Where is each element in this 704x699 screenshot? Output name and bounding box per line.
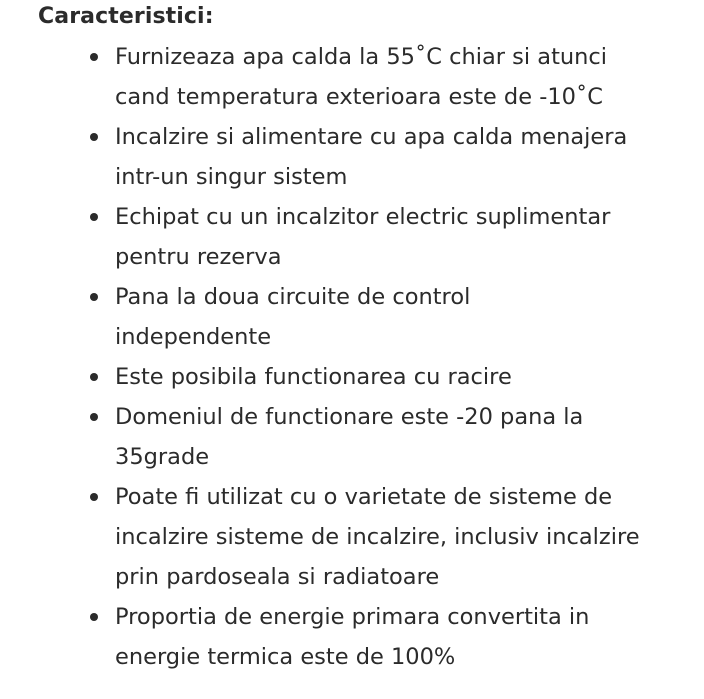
item-text-line: Domeniul de functionare este -20 pana la [115, 404, 584, 430]
list-item [0, 197, 704, 277]
item-text-line: pentru rezerva [115, 244, 282, 270]
list-item [0, 37, 704, 117]
bullet-icon [90, 413, 98, 421]
list-item [0, 117, 704, 197]
item-text-line: energie termica este de 100% [115, 644, 456, 670]
item-text-line: intr-un singur sistem [115, 164, 348, 190]
item-text-line: Este posibila functionarea cu racire [115, 364, 512, 390]
list-item [0, 597, 704, 677]
bullet-icon [90, 493, 98, 501]
bullet-icon [90, 613, 98, 621]
list-item [0, 397, 704, 477]
item-text-line: Poate fi utilizat cu o varietate de sisteme de [115, 484, 613, 510]
item-text-line: 35grade [115, 444, 210, 470]
item-text-line: incalzire sisteme de incalzire, inclusiv incalzire [115, 524, 640, 550]
item-text-line: prin pardoseala si radiatoare [115, 564, 440, 590]
bullet-icon [90, 133, 98, 141]
bullet-icon [90, 293, 98, 301]
item-text-line: cand temperatura exterioara este de -10˚C [115, 84, 603, 110]
section-heading: Caracteristici: [38, 4, 214, 29]
feature-list [0, 37, 704, 677]
list-item [0, 277, 704, 357]
item-text-line: independente [115, 324, 272, 350]
item-text-line: Echipat cu un incalzitor electric suplimentar [115, 204, 611, 230]
list-item [0, 357, 704, 397]
bullet-icon [90, 53, 98, 61]
bullet-icon [90, 373, 98, 381]
list-item [0, 477, 704, 597]
item-text-line: Incalzire si alimentare cu apa calda menajera [115, 124, 628, 150]
item-text-line: Furnizeaza apa calda la 55˚C chiar si atunci [115, 44, 608, 70]
item-text-line: Proportia de energie primara convertita in [115, 604, 590, 630]
bullet-icon [90, 213, 98, 221]
item-text-line: Pana la doua circuite de control [115, 284, 471, 310]
